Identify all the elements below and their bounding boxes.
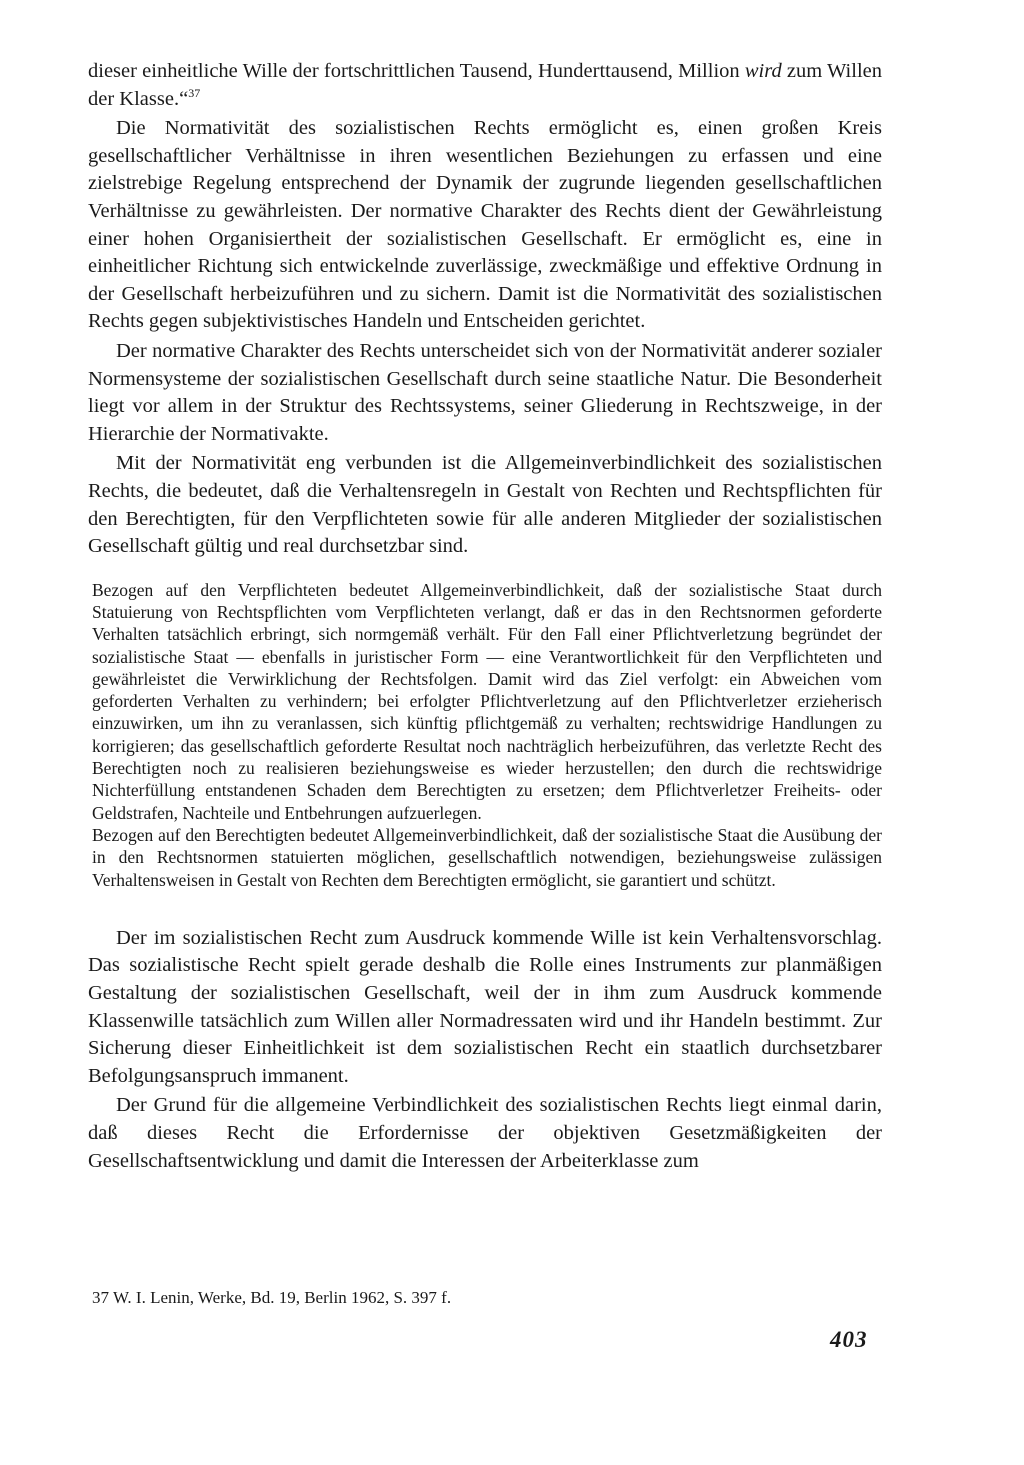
paragraph-continuation — [88, 58, 882, 113]
paragraph-text: dieser einheitliche Wille der fortschrittlichen Tausend, Hunderttausend, Million — [88, 60, 745, 82]
paragraph-text: zum Willen der Klasse.“ — [88, 60, 882, 110]
footnote-reference: 37 — [188, 85, 201, 100]
paragraph-normativity: Die Normativität des sozialistischen Rechts ermöglicht es, einen großen Kreis gesellschaftlicher Verhältnisse in ihren wesentlichen Beziehungen zu erfassen und eine zielstrebige Regelung entsprechend der Dynamik der zugrunde liegenden gesellschaftlichen Verhältnisse zu gewährleisten. Der normative Charakter des Rechts dient der Gewährleistung einer hohen Organisiertheit der sozialistischen Gesellschaft. Er ermöglicht es, eine in einheitlicher Richtung sich entwickelnde zuverlässige, zweckmäßige und effektive Ordnung in der Gesellschaft herbeizuführen und zu sichern. Damit ist die Normativität des sozialistischen Rechts gegen subjektivistisches Handeln und Entscheiden gerichtet. — [88, 117, 882, 333]
small-print-entitled: Bezogen auf den Berechtigten bedeutet Allgemeinverbindlichkeit, daß der sozialistische Staat die Ausübung der in den Rechtsnormen statuierten möglichen, gesellschaftlich notwendigen, beziehungsweise zulässigen Verhaltensweisen in Gestalt von Rechten dem Berechtigten ermöglicht, sie garantiert und schützt. — [92, 824, 882, 890]
paragraph-reason: Der Grund für die allgemeine Verbindlichkeit des sozialistischen Rechts liegt einmal darin, daß dieses Recht die Erfordernisse der objektiven Gesetzmäßigkeiten der Gesellschaftsentwicklung und damit die Interessen der Arbeiterklasse zum — [88, 1094, 882, 1172]
paragraph-general-binding: Mit der Normativität eng verbunden ist die Allgemeinverbindlichkeit des sozialistischen Rechts, die bedeutet, daß die Verhaltensregeln in Gestalt von Rechten und Rechtspflichten für den Berechtigten, für den Verpflichteten sowie für alle anderen Mitglieder der sozialistischen Gesellschaft gültig und real durchsetzbar sind. — [88, 452, 882, 558]
paragraph-normative-character: Der normative Charakter des Rechts unterscheidet sich von der Normativität anderer sozialer Normensysteme der sozialistischen Gesellschaft durch seine staatliche Natur. Die Besonderheit liegt vor allem in der Struktur des Rechtssystems, seiner Gliederung in Rechtszweige, in der Hierarchie der Normativakte. — [88, 339, 882, 445]
small-print-obligated: Bezogen auf den Verpflichteten bedeutet Allgemeinverbindlichkeit, daß der sozialistische Staat durch Statuierung von Rechtspflichten vom Verpflichteten verlangt, daß er das in den Rechtsnormen geforderte Verhalten tatsächlich erbringt, sich normgemäß verhält. Für den Fall einer Pflichtverletzung begründet der sozialistische Staat — ebenfalls in juristischer Form — eine Verantwortlichkeit für den Verpflichteten und gewährleistet die Verwirklichung der Rechtsfolgen. Damit wird das Ziel verfolgt: ein Abweichen vom geforderten Verhalten zu verhindern; bei erfolgter Pflichtverletzung auf den Pflichtverletzer erzieherisch einzuwirken, um ihn zu veranlassen, sich künftig pflichtgemäß zu verhalten; rechtswidrige Handlungen zu korrigieren; das gesellschaftlich geforderte Resultat noch nachträglich herbeizuführen, das verletzte Recht des Berechtigten noch zu realisieren beziehungsweise es wieder herzustellen; den durch die rechtswidrige Nichterfüllung entstandenen Schaden dem Berechtigten zu ersetzen; dem Pflichtverletzer Freiheits- oder Geldstrafen, Nachteile und Entbehrungen aufzuerlegen. — [92, 579, 882, 823]
emphasized-word: wird — [744, 60, 782, 82]
page-body — [88, 58, 882, 1175]
footnote-text: 37 W. I. Lenin, Werke, Bd. 19, Berlin 1962, S. 397 f. — [92, 1288, 452, 1307]
small-print-block — [88, 579, 882, 891]
paragraph-will: Der im sozialistischen Recht zum Ausdruck kommende Wille ist kein Verhaltensvorschlag. Das sozialistische Recht spielt gerade deshalb die Rolle eines Instruments zur planmäßigen Gestaltung der sozialistischen Gesellschaft, weil der in ihm zum Ausdruck kommende Klassenwille tatsächlich zum Willen aller Normadressaten wird und ihr Handeln bestimmt. Zur Sicherung dieser Einheitlichkeit ist dem sozialistischen Recht ein staatlich durchsetzbarer Befolgungsanspruch immanent. — [88, 926, 882, 1087]
page-number: 403 — [830, 1327, 868, 1352]
